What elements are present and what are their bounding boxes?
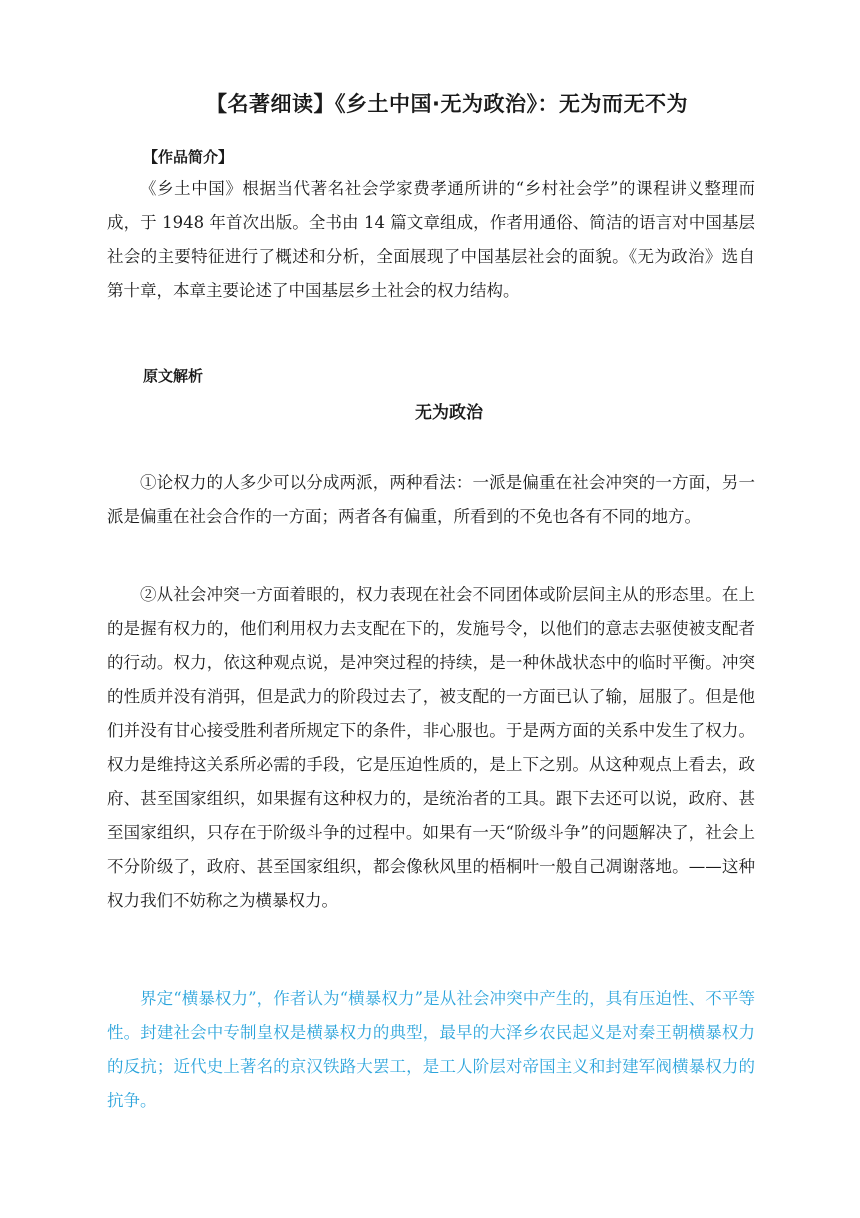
document-title: 【名著细读】《乡土中国·无为政治》：无为而无不为 [206, 92, 688, 116]
paragraph-1: ①论权力的人多少可以分成两派，两种看法：一派是偏重在社会冲突的一方面，另一派是偏重在社会合作的一方面；两者各有偏重，所看到的不免也各有不同的地方。 [107, 473, 755, 526]
section-title: 无为政治 [415, 403, 483, 423]
analysis-label: 原文解析 [143, 367, 204, 385]
annotation-paragraph: 界定“横暴权力”，作者认为“横暴权力”是从社会冲突中产生的，具有压迫性、不平等性。封建社会中专制皇权是横暴权力的典型，最早的大泽乡农民起义是对秦王朝横暴权力的反抗；近代史上著名的京汉铁路大罢工，是工人阶层对帝国主义和封建军阀横暴权力的抗争。 [107, 989, 755, 1110]
intro-label: 【作品简介】 [143, 148, 234, 166]
paragraph-2: ②从社会冲突一方面着眼的，权力表现在社会不同团体或阶层间主从的形态里。在上的是握有权力的，他们利用权力去支配在下的，发施号令，以他们的意志去驱使被支配者的行动。权力，依这种观点说，是冲突过程的持续，是一种休战状态中的临时平衡。冲突的性质并没有消弭，但是武力的阶段过去了，被支配的一方面已认了输，屈服了。但是他们并没有甘心接受胜利者所规定下的条件，非心服也。于是两方面的关系中发生了权力。权力是维持这关系所必需的手段，它是压迫性质的，是上下之别。从这种观点上看去，政府、甚至国家组织，如果握有这种权力的，是统治者的工具。跟下去还可以说，政府、甚至国家组织，只存在于阶级斗争的过程中。如果有一天“阶级斗争”的问题解决了，社会上不分阶级了，政府、甚至国家组织，都会像秋风里的梧桐叶一般自己凋谢落地。——这种权力我们不妨称之为横暴权力。 [107, 585, 755, 910]
intro-paragraph: 《乡土中国》根据当代著名社会学家费孝通所讲的“乡村社会学”的课程讲义整理而成，于 1948 年首次出版。全书由 14 篇文章组成，作者用通俗、简洁的语言对中国基层社会的主要特征进行了概述和分析，全面展现了中国基层社会的面貌。《无为政治》选自第十章，本章主要论述了中国基层乡土社会的权力结构。 [107, 179, 755, 300]
